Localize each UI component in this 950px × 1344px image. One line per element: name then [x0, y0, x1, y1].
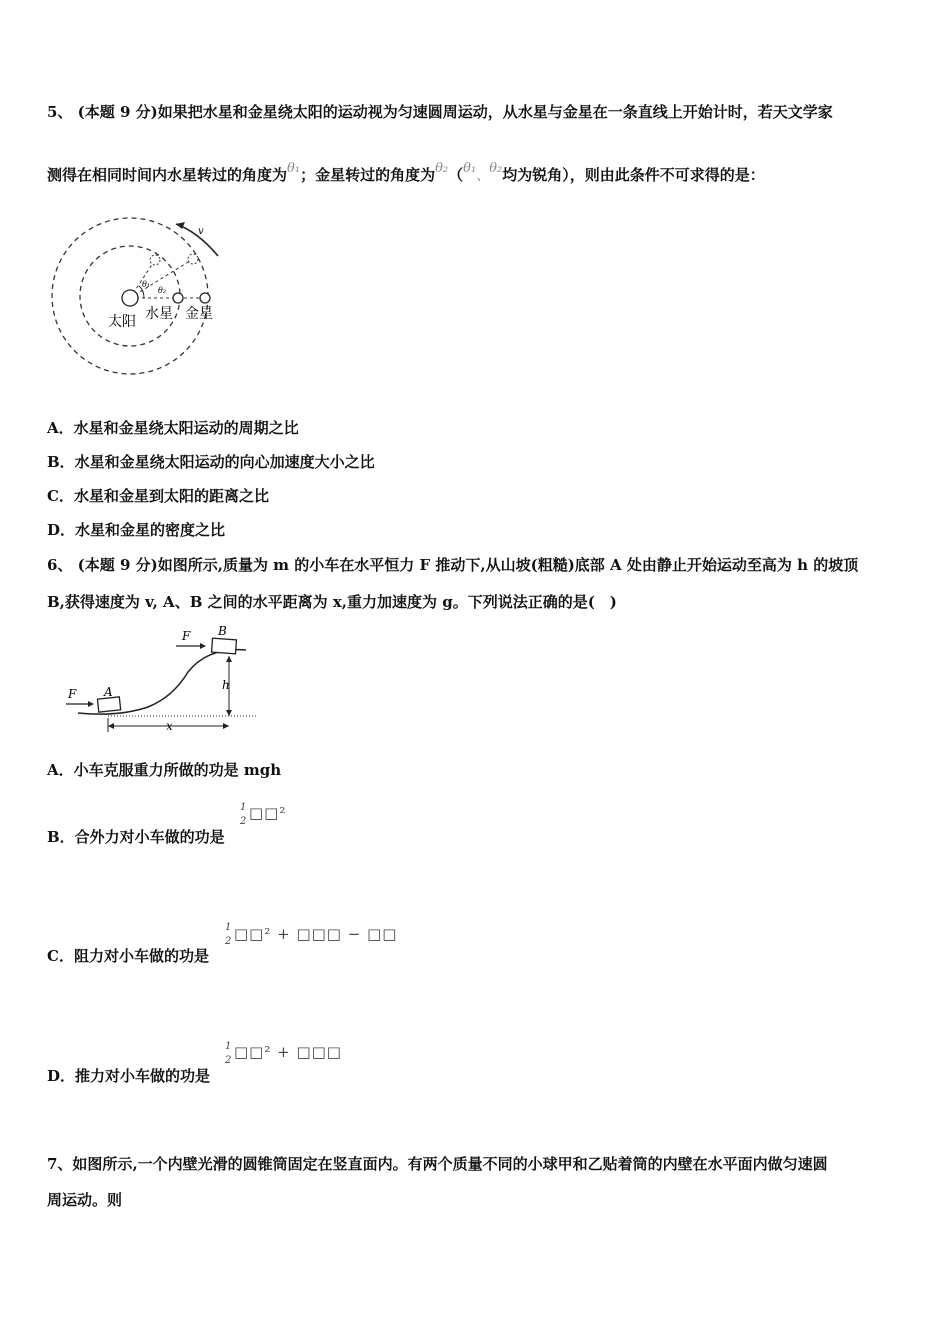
q6-option-c: C．阻力对小车做的功是 [47, 947, 209, 965]
label-venus: 金星 [185, 306, 213, 322]
sun [122, 290, 138, 306]
expr-d: □□² + □□□ [234, 1043, 342, 1061]
frac-den-c: 2 [225, 936, 232, 947]
q5-option-c: C．水星和金星到太阳的距离之比 [47, 487, 269, 505]
force-arrowhead-a [88, 701, 94, 707]
label-sun: 太阳 [108, 314, 136, 330]
label-v: v [198, 226, 204, 237]
theta2-symbol: θ₂ [435, 161, 449, 176]
label-theta1: θ₁ [142, 280, 151, 289]
cart-b [212, 638, 237, 654]
q5-option-a: A．水星和金星绕太阳运动的周期之比 [47, 419, 299, 437]
frac-num-c: 1 [225, 922, 232, 933]
venus-start [200, 293, 210, 303]
q6-option-b: B．合外力对小车做的功是 [47, 828, 225, 846]
mercury-later [150, 255, 160, 265]
q5-line1: 5、 (本题 9 分)如果把水星和金星绕太阳的运动视为匀速圆周运动，从水星与金星在一条直线上开始计时，若天文学家 [47, 103, 833, 121]
label-f2: F [182, 629, 191, 643]
q6-option-a: A．小车克服重力所做的功是 mgh [47, 761, 282, 779]
q6-option-d: D．推力对小车做的功是 [47, 1067, 211, 1085]
q5-line2: 测得在相同时间内水星转过的角度为θ₁；金星转过的角度为θ₂（θ₁、θ₂均为锐角），则由此条件不可求得的是： [47, 161, 765, 184]
height-arrow-bottom [226, 710, 232, 716]
theta1-symbol-2: θ₁ [463, 161, 477, 176]
label-a: A [104, 685, 113, 699]
theta1-symbol: θ₁ [287, 161, 301, 176]
q6-line1: 6、 (本题 9 分)如图所示,质量为 m 的小车在水平恒力 F 推动下,从山坡(粗糙)底部 A 处由静止开始运动至高为 h 的坡顶 [47, 556, 859, 574]
q6-line2: B,获得速度为 v, A、B 之间的水平距离为 x,重力加速度为 g。下列说法正确的是( ) [47, 593, 617, 611]
q7-line1: 7、如图所示,一个内壁光滑的圆锥筒固定在竖直面内。有两个质量不同的小球甲和乙贴着筒的内壁在水平面内做匀速圆 [47, 1155, 828, 1173]
orbit-diagram [48, 214, 248, 384]
velocity-arrow [176, 224, 218, 256]
theta2-symbol-2: θ₂ [489, 161, 503, 176]
force-arrowhead-b [200, 643, 206, 649]
label-f1: F [68, 687, 77, 701]
q5-option-d: D．水星和金星的密度之比 [47, 521, 226, 539]
frac-num-b: 1 [240, 802, 247, 813]
label-x: x [166, 719, 173, 733]
q5-option-b: B．水星和金星绕太阳运动的向心加速度大小之比 [47, 453, 375, 471]
x-arrow-left [108, 723, 114, 729]
slope-diagram [58, 622, 263, 737]
label-theta2: θ₂ [158, 286, 167, 295]
expr-c: □□² + □□□ − □□ [234, 925, 398, 943]
expr-b: □□² [249, 804, 287, 822]
frac-num-d: 1 [225, 1041, 232, 1052]
label-mercury: 水星 [145, 306, 173, 322]
venus-later [188, 254, 198, 264]
mercury-start [173, 293, 183, 303]
frac-den-b: 2 [240, 816, 247, 827]
x-arrow-right [223, 723, 229, 729]
label-h: h [222, 678, 230, 692]
frac-den-d: 2 [225, 1055, 232, 1066]
label-b: B [218, 624, 227, 638]
height-arrow-top [226, 656, 232, 662]
q7-line2: 周运动。则 [47, 1191, 123, 1209]
cart-a [97, 697, 120, 712]
